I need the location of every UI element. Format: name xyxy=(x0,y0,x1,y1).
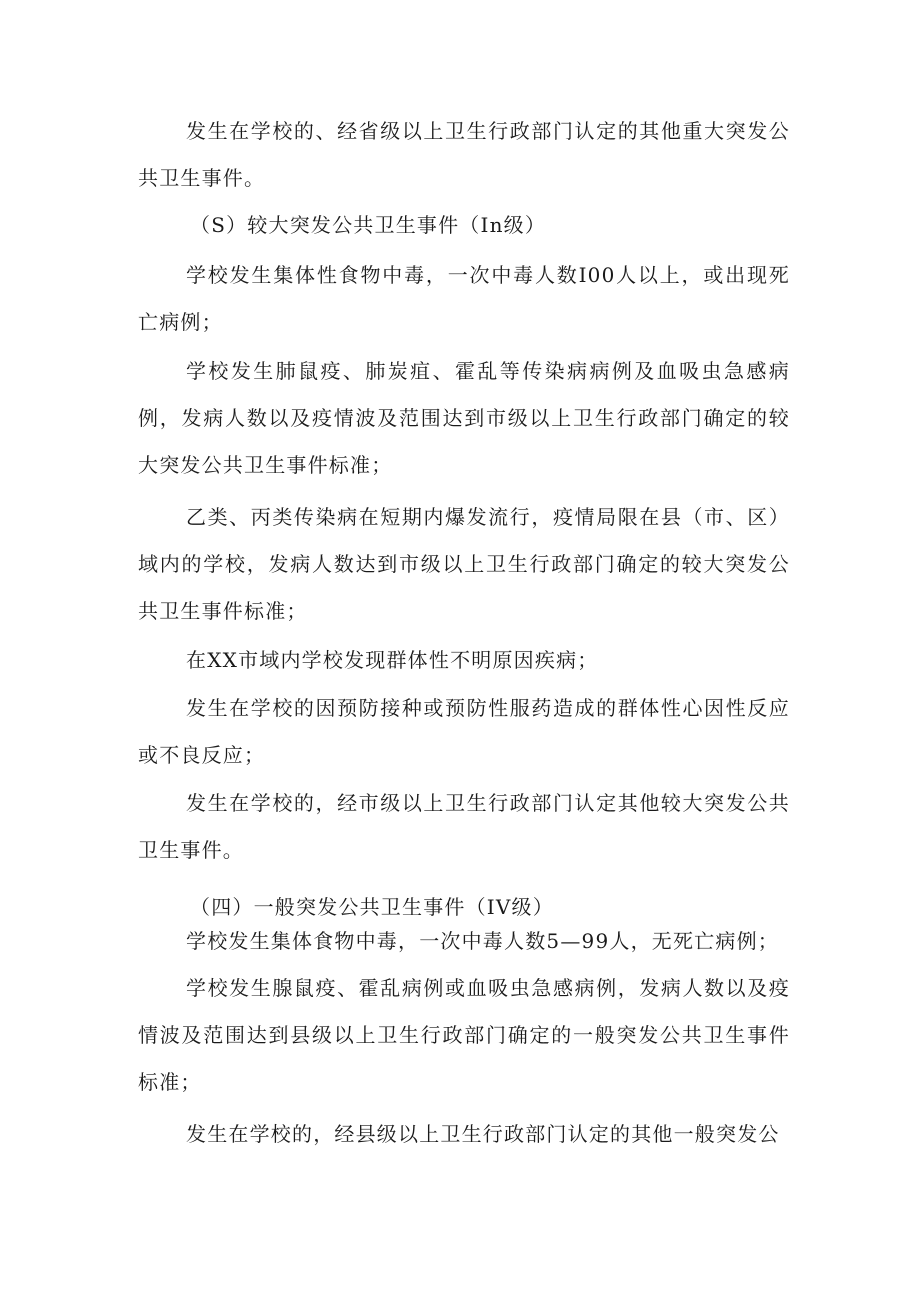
paragraph-plague-anthrax-cholera: 学校发生肺鼠疫、肺炭疽、霍乱等传染病病例及血吸虫急感病例，发病人数以及疫情波及范围达到市级以上卫生行政部门确定的较大突发公共卫生事件标准； xyxy=(138,359,790,477)
section-heading-level-4: （四）一般突发公共卫生事件（IV级） xyxy=(190,895,554,919)
paragraph-food-poisoning-5-99: 学校发生集体食物中毒，一次中毒人数5—99人，无死亡病例； xyxy=(186,929,779,953)
paragraph-unknown-disease: 在XX市域内学校发现群体性不明原因疾病； xyxy=(186,648,599,672)
paragraph-class-b-c-outbreak: 乙类、丙类传染病在短期内爆发流行，疫情局限在县（市、区）域内的学校，发病人数达到市级以上卫生行政部门确定的较大突发公共卫生事件标准； xyxy=(138,505,790,623)
paragraph-major-other-events: 发生在学校的、经省级以上卫生行政部门认定的其他重大突发公共卫生事件。 xyxy=(138,119,790,190)
paragraph-general-other-events: 发生在学校的，经县级以上卫生行政部门认定的其他一般突发公 xyxy=(186,1122,780,1146)
paragraph-bubonic-plague: 学校发生腺鼠疫、霍乱病例或血吸虫急感病例，发病人数以及疫情波及范围达到县级以上卫生行政部门确定的一般突发公共卫生事件标准； xyxy=(138,976,790,1094)
section-heading-level-3: （S）较大突发公共卫生事件（In级） xyxy=(190,213,547,237)
paragraph-larger-other-events: 发生在学校的，经市级以上卫生行政部门认定其他较大突发公共卫生事件。 xyxy=(138,791,790,862)
paragraph-food-poisoning-100: 学校发生集体性食物中毒，一次中毒人数I00人以上，或出现死亡病例； xyxy=(138,263,790,334)
paragraph-vaccination-reaction: 发生在学校的因预防接种或预防性服药造成的群体性心因性反应或不良反应； xyxy=(138,696,790,767)
